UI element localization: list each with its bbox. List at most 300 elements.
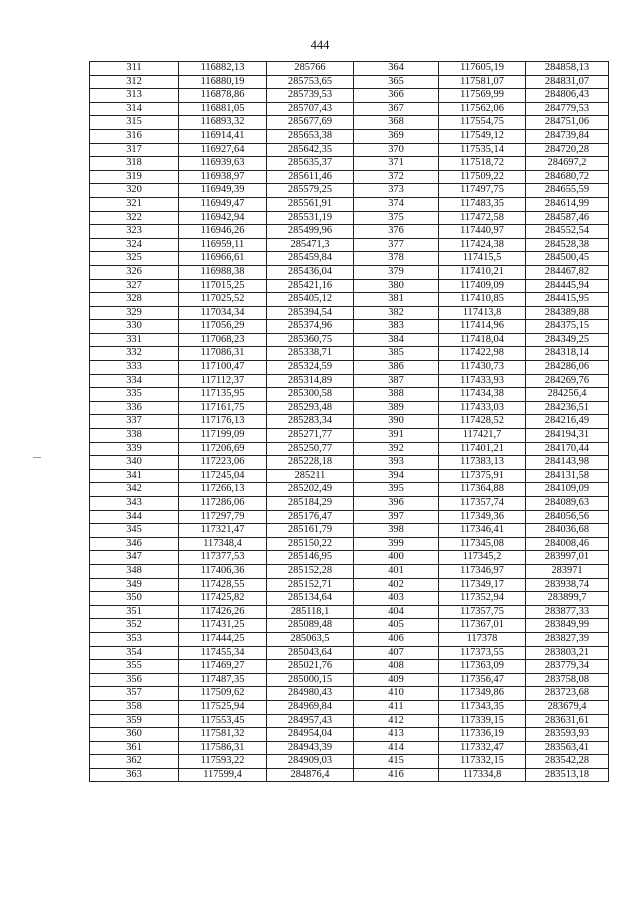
x-coordinate-cell: 117364,88 xyxy=(439,483,526,497)
point-number-cell: 325 xyxy=(90,252,179,266)
point-number-cell: 312 xyxy=(90,75,179,89)
x-coordinate-cell: 117406,36 xyxy=(179,564,267,578)
table-row xyxy=(90,442,609,456)
table-row xyxy=(90,320,609,334)
x-coordinate-cell: 116966,61 xyxy=(179,252,267,266)
x-coordinate-cell: 117409,09 xyxy=(439,279,526,293)
x-coordinate-cell: 117605,19 xyxy=(439,62,526,76)
y-coordinate-cell: 284170,44 xyxy=(526,442,609,456)
y-coordinate-cell: 284909,03 xyxy=(267,755,354,769)
x-coordinate-cell: 117586,31 xyxy=(179,741,267,755)
table-row xyxy=(90,102,609,116)
y-coordinate-cell: 284375,15 xyxy=(526,320,609,334)
table-row xyxy=(90,768,609,782)
x-coordinate-cell: 117297,79 xyxy=(179,510,267,524)
point-number-cell: 392 xyxy=(354,442,439,456)
x-coordinate-cell: 117509,22 xyxy=(439,170,526,184)
point-number-cell: 415 xyxy=(354,755,439,769)
point-number-cell: 350 xyxy=(90,592,179,606)
x-coordinate-cell: 117413,8 xyxy=(439,306,526,320)
point-number-cell: 388 xyxy=(354,388,439,402)
y-coordinate-cell: 285753,65 xyxy=(267,75,354,89)
y-coordinate-cell: 285436,04 xyxy=(267,265,354,279)
x-coordinate-cell: 117509,62 xyxy=(179,687,267,701)
y-coordinate-cell: 283997,01 xyxy=(526,551,609,565)
x-coordinate-cell: 117352,94 xyxy=(439,592,526,606)
y-coordinate-cell: 284969,84 xyxy=(267,700,354,714)
x-coordinate-cell: 116946,26 xyxy=(179,225,267,239)
y-coordinate-cell: 285021,76 xyxy=(267,660,354,674)
y-coordinate-cell: 283593,93 xyxy=(526,728,609,742)
y-coordinate-cell: 283849,99 xyxy=(526,619,609,633)
table-row xyxy=(90,238,609,252)
y-coordinate-cell: 285611,46 xyxy=(267,170,354,184)
y-coordinate-cell: 283938,74 xyxy=(526,578,609,592)
point-number-cell: 342 xyxy=(90,483,179,497)
point-number-cell: 329 xyxy=(90,306,179,320)
point-number-cell: 331 xyxy=(90,333,179,347)
y-coordinate-cell: 283758,08 xyxy=(526,673,609,687)
y-coordinate-cell: 284779,53 xyxy=(526,102,609,116)
point-number-cell: 347 xyxy=(90,551,179,565)
point-number-cell: 376 xyxy=(354,225,439,239)
point-number-cell: 369 xyxy=(354,129,439,143)
point-number-cell: 327 xyxy=(90,279,179,293)
point-number-cell: 352 xyxy=(90,619,179,633)
margin-mark xyxy=(33,457,41,458)
point-number-cell: 382 xyxy=(354,306,439,320)
table-row xyxy=(90,374,609,388)
y-coordinate-cell: 284528,38 xyxy=(526,238,609,252)
table-row xyxy=(90,279,609,293)
x-coordinate-cell: 117348,4 xyxy=(179,537,267,551)
x-coordinate-cell: 116942,94 xyxy=(179,211,267,225)
x-coordinate-cell: 117334,8 xyxy=(439,768,526,782)
point-number-cell: 387 xyxy=(354,374,439,388)
point-number-cell: 404 xyxy=(354,605,439,619)
y-coordinate-cell: 285374,96 xyxy=(267,320,354,334)
point-number-cell: 386 xyxy=(354,361,439,375)
y-coordinate-cell: 284680,72 xyxy=(526,170,609,184)
y-coordinate-cell: 285161,79 xyxy=(267,524,354,538)
x-coordinate-cell: 117377,53 xyxy=(179,551,267,565)
y-coordinate-cell: 283971 xyxy=(526,564,609,578)
x-coordinate-cell: 117455,34 xyxy=(179,646,267,660)
point-number-cell: 357 xyxy=(90,687,179,701)
point-number-cell: 414 xyxy=(354,741,439,755)
y-coordinate-cell: 284236,51 xyxy=(526,401,609,415)
point-number-cell: 361 xyxy=(90,741,179,755)
point-number-cell: 374 xyxy=(354,197,439,211)
point-number-cell: 340 xyxy=(90,456,179,470)
point-number-cell: 416 xyxy=(354,768,439,782)
point-number-cell: 408 xyxy=(354,660,439,674)
x-coordinate-cell: 117056,29 xyxy=(179,320,267,334)
point-number-cell: 317 xyxy=(90,143,179,157)
point-number-cell: 394 xyxy=(354,469,439,483)
table-row xyxy=(90,700,609,714)
table-row xyxy=(90,632,609,646)
point-number-cell: 314 xyxy=(90,102,179,116)
table-row xyxy=(90,429,609,443)
x-coordinate-cell: 117286,06 xyxy=(179,497,267,511)
x-coordinate-cell: 116959,11 xyxy=(179,238,267,252)
point-number-cell: 351 xyxy=(90,605,179,619)
y-coordinate-cell: 283679,4 xyxy=(526,700,609,714)
y-coordinate-cell: 283723,68 xyxy=(526,687,609,701)
y-coordinate-cell: 285394,54 xyxy=(267,306,354,320)
table-row xyxy=(90,728,609,742)
y-coordinate-cell: 284036,68 xyxy=(526,524,609,538)
point-number-cell: 322 xyxy=(90,211,179,225)
x-coordinate-cell: 117086,31 xyxy=(179,347,267,361)
y-coordinate-cell: 285459,84 xyxy=(267,252,354,266)
coordinates-table-body xyxy=(90,62,609,782)
x-coordinate-cell: 116938,97 xyxy=(179,170,267,184)
point-number-cell: 341 xyxy=(90,469,179,483)
table-row xyxy=(90,497,609,511)
x-coordinate-cell: 117199,09 xyxy=(179,429,267,443)
point-number-cell: 337 xyxy=(90,415,179,429)
x-coordinate-cell: 117469,27 xyxy=(179,660,267,674)
table-row xyxy=(90,252,609,266)
y-coordinate-cell: 284286,06 xyxy=(526,361,609,375)
y-coordinate-cell: 285000,15 xyxy=(267,673,354,687)
table-row xyxy=(90,510,609,524)
x-coordinate-cell: 117425,82 xyxy=(179,592,267,606)
y-coordinate-cell: 284500,45 xyxy=(526,252,609,266)
x-coordinate-cell: 117025,52 xyxy=(179,293,267,307)
x-coordinate-cell: 117569,99 xyxy=(439,89,526,103)
x-coordinate-cell: 116927,64 xyxy=(179,143,267,157)
x-coordinate-cell: 117525,94 xyxy=(179,700,267,714)
x-coordinate-cell: 117424,38 xyxy=(439,238,526,252)
y-coordinate-cell: 285499,96 xyxy=(267,225,354,239)
point-number-cell: 413 xyxy=(354,728,439,742)
y-coordinate-cell: 285146,95 xyxy=(267,551,354,565)
x-coordinate-cell: 117549,12 xyxy=(439,129,526,143)
x-coordinate-cell: 116878,86 xyxy=(179,89,267,103)
x-coordinate-cell: 117034,34 xyxy=(179,306,267,320)
point-number-cell: 355 xyxy=(90,660,179,674)
point-number-cell: 378 xyxy=(354,252,439,266)
table-row xyxy=(90,741,609,755)
point-number-cell: 326 xyxy=(90,265,179,279)
x-coordinate-cell: 117176,13 xyxy=(179,415,267,429)
point-number-cell: 403 xyxy=(354,592,439,606)
table-row xyxy=(90,211,609,225)
x-coordinate-cell: 117428,55 xyxy=(179,578,267,592)
point-number-cell: 400 xyxy=(354,551,439,565)
y-coordinate-cell: 284109,09 xyxy=(526,483,609,497)
x-coordinate-cell: 117135,95 xyxy=(179,388,267,402)
point-number-cell: 402 xyxy=(354,578,439,592)
x-coordinate-cell: 117349,86 xyxy=(439,687,526,701)
x-coordinate-cell: 117444,25 xyxy=(179,632,267,646)
x-coordinate-cell: 117345,2 xyxy=(439,551,526,565)
y-coordinate-cell: 285635,37 xyxy=(267,157,354,171)
y-coordinate-cell: 284389,88 xyxy=(526,306,609,320)
y-coordinate-cell: 283899,7 xyxy=(526,592,609,606)
y-coordinate-cell: 285176,47 xyxy=(267,510,354,524)
point-number-cell: 363 xyxy=(90,768,179,782)
x-coordinate-cell: 117430,73 xyxy=(439,361,526,375)
x-coordinate-cell: 117112,37 xyxy=(179,374,267,388)
table-row xyxy=(90,293,609,307)
x-coordinate-cell: 116949,39 xyxy=(179,184,267,198)
x-coordinate-cell: 116880,19 xyxy=(179,75,267,89)
x-coordinate-cell: 117343,35 xyxy=(439,700,526,714)
table-row xyxy=(90,388,609,402)
y-coordinate-cell: 283877,33 xyxy=(526,605,609,619)
point-number-cell: 393 xyxy=(354,456,439,470)
point-number-cell: 385 xyxy=(354,347,439,361)
y-coordinate-cell: 284143,98 xyxy=(526,456,609,470)
y-coordinate-cell: 284980,43 xyxy=(267,687,354,701)
point-number-cell: 334 xyxy=(90,374,179,388)
point-number-cell: 311 xyxy=(90,62,179,76)
coordinates-table xyxy=(89,61,609,782)
point-number-cell: 366 xyxy=(354,89,439,103)
point-number-cell: 391 xyxy=(354,429,439,443)
x-coordinate-cell: 117518,72 xyxy=(439,157,526,171)
y-coordinate-cell: 283513,18 xyxy=(526,768,609,782)
table-row xyxy=(90,89,609,103)
x-coordinate-cell: 116914,41 xyxy=(179,129,267,143)
y-coordinate-cell: 284089,63 xyxy=(526,497,609,511)
point-number-cell: 390 xyxy=(354,415,439,429)
y-coordinate-cell: 285063,5 xyxy=(267,632,354,646)
y-coordinate-cell: 284415,95 xyxy=(526,293,609,307)
point-number-cell: 338 xyxy=(90,429,179,443)
table-row xyxy=(90,483,609,497)
y-coordinate-cell: 285653,38 xyxy=(267,129,354,143)
y-coordinate-cell: 285314,89 xyxy=(267,374,354,388)
point-number-cell: 365 xyxy=(354,75,439,89)
point-number-cell: 411 xyxy=(354,700,439,714)
point-number-cell: 396 xyxy=(354,497,439,511)
table-row xyxy=(90,687,609,701)
y-coordinate-cell: 284751,06 xyxy=(526,116,609,130)
y-coordinate-cell: 285471,3 xyxy=(267,238,354,252)
x-coordinate-cell: 117346,97 xyxy=(439,564,526,578)
x-coordinate-cell: 117483,35 xyxy=(439,197,526,211)
table-row xyxy=(90,170,609,184)
x-coordinate-cell: 117332,47 xyxy=(439,741,526,755)
y-coordinate-cell: 284056,56 xyxy=(526,510,609,524)
point-number-cell: 373 xyxy=(354,184,439,198)
x-coordinate-cell: 117599,4 xyxy=(179,768,267,782)
y-coordinate-cell: 285089,48 xyxy=(267,619,354,633)
table-row xyxy=(90,592,609,606)
y-coordinate-cell: 284876,4 xyxy=(267,768,354,782)
x-coordinate-cell: 117410,21 xyxy=(439,265,526,279)
y-coordinate-cell: 284806,43 xyxy=(526,89,609,103)
table-row xyxy=(90,605,609,619)
x-coordinate-cell: 117375,91 xyxy=(439,469,526,483)
x-coordinate-cell: 117356,47 xyxy=(439,673,526,687)
y-coordinate-cell: 285152,28 xyxy=(267,564,354,578)
point-number-cell: 332 xyxy=(90,347,179,361)
y-coordinate-cell: 283542,28 xyxy=(526,755,609,769)
point-number-cell: 362 xyxy=(90,755,179,769)
table-row xyxy=(90,265,609,279)
point-number-cell: 356 xyxy=(90,673,179,687)
point-number-cell: 409 xyxy=(354,673,439,687)
point-number-cell: 354 xyxy=(90,646,179,660)
x-coordinate-cell: 117428,52 xyxy=(439,415,526,429)
x-coordinate-cell: 117100,47 xyxy=(179,361,267,375)
x-coordinate-cell: 117015,25 xyxy=(179,279,267,293)
table-row xyxy=(90,537,609,551)
point-number-cell: 395 xyxy=(354,483,439,497)
point-number-cell: 336 xyxy=(90,401,179,415)
y-coordinate-cell: 284194,31 xyxy=(526,429,609,443)
x-coordinate-cell: 117422,98 xyxy=(439,347,526,361)
point-number-cell: 384 xyxy=(354,333,439,347)
y-coordinate-cell: 285118,1 xyxy=(267,605,354,619)
y-coordinate-cell: 284216,49 xyxy=(526,415,609,429)
page-number: 444 xyxy=(310,38,330,52)
point-number-cell: 328 xyxy=(90,293,179,307)
table-row xyxy=(90,184,609,198)
x-coordinate-cell: 117535,14 xyxy=(439,143,526,157)
y-coordinate-cell: 283803,21 xyxy=(526,646,609,660)
y-coordinate-cell: 285293,48 xyxy=(267,401,354,415)
table-row xyxy=(90,157,609,171)
table-row xyxy=(90,415,609,429)
y-coordinate-cell: 284445,94 xyxy=(526,279,609,293)
x-coordinate-cell: 117161,75 xyxy=(179,401,267,415)
point-number-cell: 335 xyxy=(90,388,179,402)
point-number-cell: 360 xyxy=(90,728,179,742)
point-number-cell: 353 xyxy=(90,632,179,646)
point-number-cell: 381 xyxy=(354,293,439,307)
y-coordinate-cell: 284954,04 xyxy=(267,728,354,742)
point-number-cell: 349 xyxy=(90,578,179,592)
x-coordinate-cell: 117349,17 xyxy=(439,578,526,592)
y-coordinate-cell: 284614,99 xyxy=(526,197,609,211)
y-coordinate-cell: 283779,34 xyxy=(526,660,609,674)
y-coordinate-cell: 285211 xyxy=(267,469,354,483)
x-coordinate-cell: 117434,38 xyxy=(439,388,526,402)
y-coordinate-cell: 284318,14 xyxy=(526,347,609,361)
point-number-cell: 320 xyxy=(90,184,179,198)
x-coordinate-cell: 117401,21 xyxy=(439,442,526,456)
y-coordinate-cell: 284957,43 xyxy=(267,714,354,728)
y-coordinate-cell: 285579,25 xyxy=(267,184,354,198)
x-coordinate-cell: 117346,41 xyxy=(439,524,526,538)
x-coordinate-cell: 117339,15 xyxy=(439,714,526,728)
x-coordinate-cell: 117431,25 xyxy=(179,619,267,633)
point-number-cell: 345 xyxy=(90,524,179,538)
point-number-cell: 330 xyxy=(90,320,179,334)
x-coordinate-cell: 117440,97 xyxy=(439,225,526,239)
y-coordinate-cell: 285271,77 xyxy=(267,429,354,443)
table-row xyxy=(90,660,609,674)
y-coordinate-cell: 285324,59 xyxy=(267,361,354,375)
table-row xyxy=(90,129,609,143)
table-row xyxy=(90,673,609,687)
x-coordinate-cell: 116949,47 xyxy=(179,197,267,211)
y-coordinate-cell: 284131,58 xyxy=(526,469,609,483)
y-coordinate-cell: 283631,61 xyxy=(526,714,609,728)
y-coordinate-cell: 284697,2 xyxy=(526,157,609,171)
x-coordinate-cell: 117345,08 xyxy=(439,537,526,551)
y-coordinate-cell: 284552,54 xyxy=(526,225,609,239)
point-number-cell: 389 xyxy=(354,401,439,415)
x-coordinate-cell: 116881,05 xyxy=(179,102,267,116)
y-coordinate-cell: 284943,39 xyxy=(267,741,354,755)
y-coordinate-cell: 285184,29 xyxy=(267,497,354,511)
point-number-cell: 323 xyxy=(90,225,179,239)
point-number-cell: 324 xyxy=(90,238,179,252)
x-coordinate-cell: 116893,32 xyxy=(179,116,267,130)
point-number-cell: 383 xyxy=(354,320,439,334)
table-row xyxy=(90,143,609,157)
x-coordinate-cell: 116882,13 xyxy=(179,62,267,76)
x-coordinate-cell: 117266,13 xyxy=(179,483,267,497)
y-coordinate-cell: 284655,59 xyxy=(526,184,609,198)
point-number-cell: 377 xyxy=(354,238,439,252)
x-coordinate-cell: 117497,75 xyxy=(439,184,526,198)
y-coordinate-cell: 283563,41 xyxy=(526,741,609,755)
y-coordinate-cell: 285134,64 xyxy=(267,592,354,606)
y-coordinate-cell: 285283,34 xyxy=(267,415,354,429)
x-coordinate-cell: 117414,96 xyxy=(439,320,526,334)
x-coordinate-cell: 117373,55 xyxy=(439,646,526,660)
x-coordinate-cell: 117367,01 xyxy=(439,619,526,633)
point-number-cell: 316 xyxy=(90,129,179,143)
point-number-cell: 401 xyxy=(354,564,439,578)
y-coordinate-cell: 284269,76 xyxy=(526,374,609,388)
x-coordinate-cell: 117357,74 xyxy=(439,497,526,511)
point-number-cell: 367 xyxy=(354,102,439,116)
x-coordinate-cell: 117421,7 xyxy=(439,429,526,443)
point-number-cell: 406 xyxy=(354,632,439,646)
table-row xyxy=(90,197,609,211)
x-coordinate-cell: 117357,75 xyxy=(439,605,526,619)
x-coordinate-cell: 117581,32 xyxy=(179,728,267,742)
point-number-cell: 364 xyxy=(354,62,439,76)
y-coordinate-cell: 285300,58 xyxy=(267,388,354,402)
y-coordinate-cell: 285405,12 xyxy=(267,293,354,307)
point-number-cell: 315 xyxy=(90,116,179,130)
y-coordinate-cell: 284831,07 xyxy=(526,75,609,89)
point-number-cell: 410 xyxy=(354,687,439,701)
table-row xyxy=(90,619,609,633)
x-coordinate-cell: 117593,22 xyxy=(179,755,267,769)
x-coordinate-cell: 117415,5 xyxy=(439,252,526,266)
x-coordinate-cell: 117433,03 xyxy=(439,401,526,415)
y-coordinate-cell: 285043,64 xyxy=(267,646,354,660)
y-coordinate-cell: 285677,69 xyxy=(267,116,354,130)
point-number-cell: 333 xyxy=(90,361,179,375)
x-coordinate-cell: 117223,06 xyxy=(179,456,267,470)
table-row xyxy=(90,551,609,565)
table-row xyxy=(90,361,609,375)
x-coordinate-cell: 117068,23 xyxy=(179,333,267,347)
x-coordinate-cell: 117418,04 xyxy=(439,333,526,347)
point-number-cell: 359 xyxy=(90,714,179,728)
table-row xyxy=(90,75,609,89)
point-number-cell: 370 xyxy=(354,143,439,157)
point-number-cell: 371 xyxy=(354,157,439,171)
y-coordinate-cell: 283827,39 xyxy=(526,632,609,646)
y-coordinate-cell: 285421,16 xyxy=(267,279,354,293)
point-number-cell: 397 xyxy=(354,510,439,524)
y-coordinate-cell: 285360,75 xyxy=(267,333,354,347)
